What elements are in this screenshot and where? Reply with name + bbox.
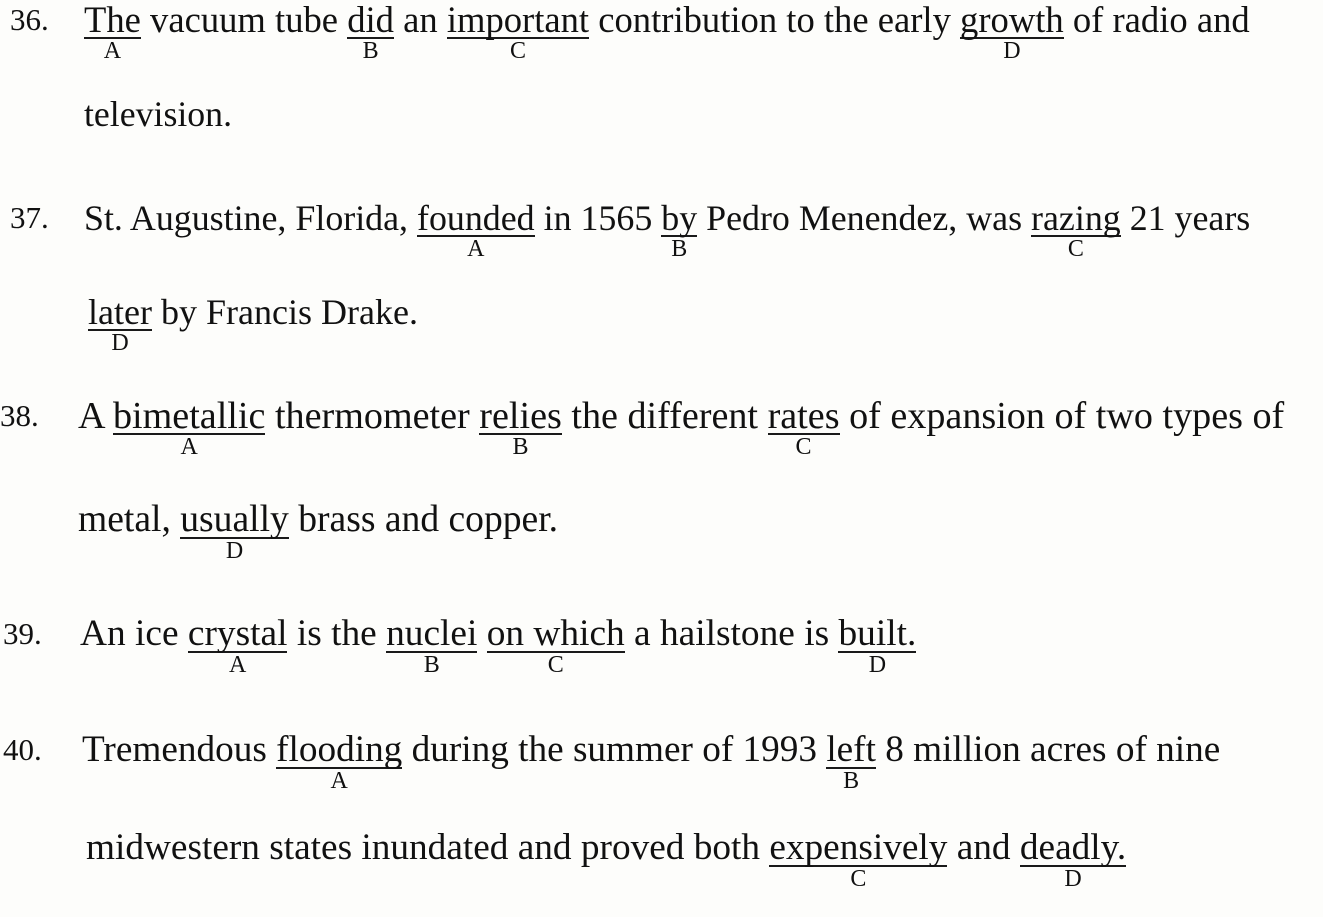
question-text-line	[80, 613, 917, 678]
underlined-option[interactable]	[1031, 198, 1121, 262]
sentence-text: the different	[561, 395, 768, 437]
sentence-text	[477, 613, 486, 654]
sentence-text: and	[947, 827, 1020, 868]
underlined-option[interactable]	[479, 395, 562, 460]
option-text: did	[347, 0, 394, 40]
sentence-text: An ice	[80, 613, 188, 654]
option-letter: B	[671, 236, 688, 262]
question-number: 38.	[0, 398, 39, 433]
underlined-option[interactable]	[486, 613, 625, 678]
option-letter: A	[229, 652, 247, 678]
option-letter: D	[1064, 866, 1082, 892]
underlined-option[interactable]	[960, 0, 1064, 64]
underlined-option[interactable]	[1019, 827, 1127, 892]
question-text-line	[86, 827, 1127, 892]
underlined-option[interactable]	[417, 198, 535, 262]
option-text: on which	[486, 613, 625, 654]
option-text: founded	[417, 198, 535, 238]
underlined-option[interactable]	[88, 292, 152, 356]
option-text: expensively	[769, 827, 948, 868]
underlined-option[interactable]	[386, 613, 478, 678]
option-letter: A	[180, 434, 198, 460]
underlined-option[interactable]	[187, 613, 288, 678]
sentence-text: brass and copper.	[288, 499, 559, 540]
question-number: 37.	[10, 200, 49, 235]
option-text: crystal	[187, 613, 288, 654]
question-text-line	[78, 499, 559, 564]
option-text: built.	[838, 613, 917, 654]
option-text: usually	[180, 499, 289, 540]
underlined-option[interactable]	[84, 0, 141, 64]
option-letter: D	[225, 538, 244, 564]
sentence-text: an	[393, 0, 447, 40]
sentence-text: television.	[84, 94, 233, 134]
option-letter: C	[1067, 236, 1084, 262]
option-text: growth	[960, 0, 1064, 40]
option-text: important	[446, 0, 590, 40]
sentence-text: Pedro Menendez, was	[697, 198, 1032, 238]
option-letter: B	[423, 652, 440, 678]
option-letter: C	[795, 434, 812, 460]
option-text: left	[826, 729, 876, 770]
underlined-option[interactable]	[838, 613, 917, 678]
sentence-text: contribution to the early	[589, 0, 961, 40]
question-number: 39.	[3, 616, 42, 651]
sentence-text: 21 years	[1120, 198, 1251, 238]
question-text-line	[88, 292, 419, 356]
sentence-text: of expansion of two types of	[839, 395, 1285, 437]
underlined-option[interactable]	[276, 729, 403, 794]
option-text: deadly.	[1019, 827, 1127, 868]
sentence-text: metal,	[78, 499, 181, 540]
question-text-line	[84, 0, 1250, 64]
option-text: razing	[1031, 198, 1121, 238]
option-text: rates	[767, 395, 840, 437]
sentence-text: 8 million acres of nine	[875, 729, 1221, 770]
question-text-line	[84, 198, 1251, 262]
sentence-text: St. Augustine, Florida,	[84, 198, 418, 238]
question-text-line	[78, 395, 1285, 460]
sentence-text: by Francis Drake.	[151, 292, 419, 332]
underlined-option[interactable]	[769, 827, 948, 892]
option-text: The	[84, 0, 141, 40]
sentence-text: in 1565	[534, 198, 662, 238]
underlined-option[interactable]	[347, 0, 394, 64]
question-text-line	[84, 96, 232, 132]
sentence-text: is the	[287, 613, 387, 654]
option-letter: C	[850, 866, 867, 892]
option-text: by	[661, 198, 698, 238]
sentence-text: A	[78, 395, 113, 437]
option-letter: B	[843, 768, 860, 794]
option-letter: B	[512, 434, 529, 460]
sentence-text: vacuum tube	[140, 0, 348, 40]
underlined-option[interactable]	[180, 499, 289, 564]
underlined-option[interactable]	[446, 0, 590, 64]
sentence-text: thermometer	[265, 395, 480, 437]
sentence-text: Tremendous	[82, 729, 277, 770]
question-number: 40.	[3, 732, 42, 767]
option-letter: A	[467, 236, 485, 262]
underlined-option[interactable]	[112, 395, 266, 460]
option-letter: A	[103, 38, 122, 64]
option-letter: D	[1003, 38, 1021, 64]
option-letter: C	[509, 38, 526, 64]
option-text: flooding	[276, 729, 403, 770]
option-text: relies	[479, 395, 562, 437]
option-text: nuclei	[386, 613, 478, 654]
option-letter: D	[868, 652, 887, 678]
sentence-text: during the summer of 1993	[402, 729, 827, 770]
sentence-text: a hailstone is	[624, 613, 839, 654]
option-letter: B	[362, 38, 379, 64]
option-text: later	[88, 292, 152, 332]
option-text: bimetallic	[112, 395, 266, 437]
question-text-line	[82, 729, 1221, 794]
sentence-text: of radio and	[1063, 0, 1250, 40]
option-letter: C	[547, 652, 564, 678]
question-number: 36.	[10, 2, 49, 37]
option-letter: D	[111, 330, 129, 356]
underlined-option[interactable]	[767, 395, 840, 460]
sentence-text: midwestern states inundated and proved both	[86, 827, 770, 868]
underlined-option[interactable]	[826, 729, 876, 794]
option-letter: A	[330, 768, 348, 794]
underlined-option[interactable]	[661, 198, 698, 262]
